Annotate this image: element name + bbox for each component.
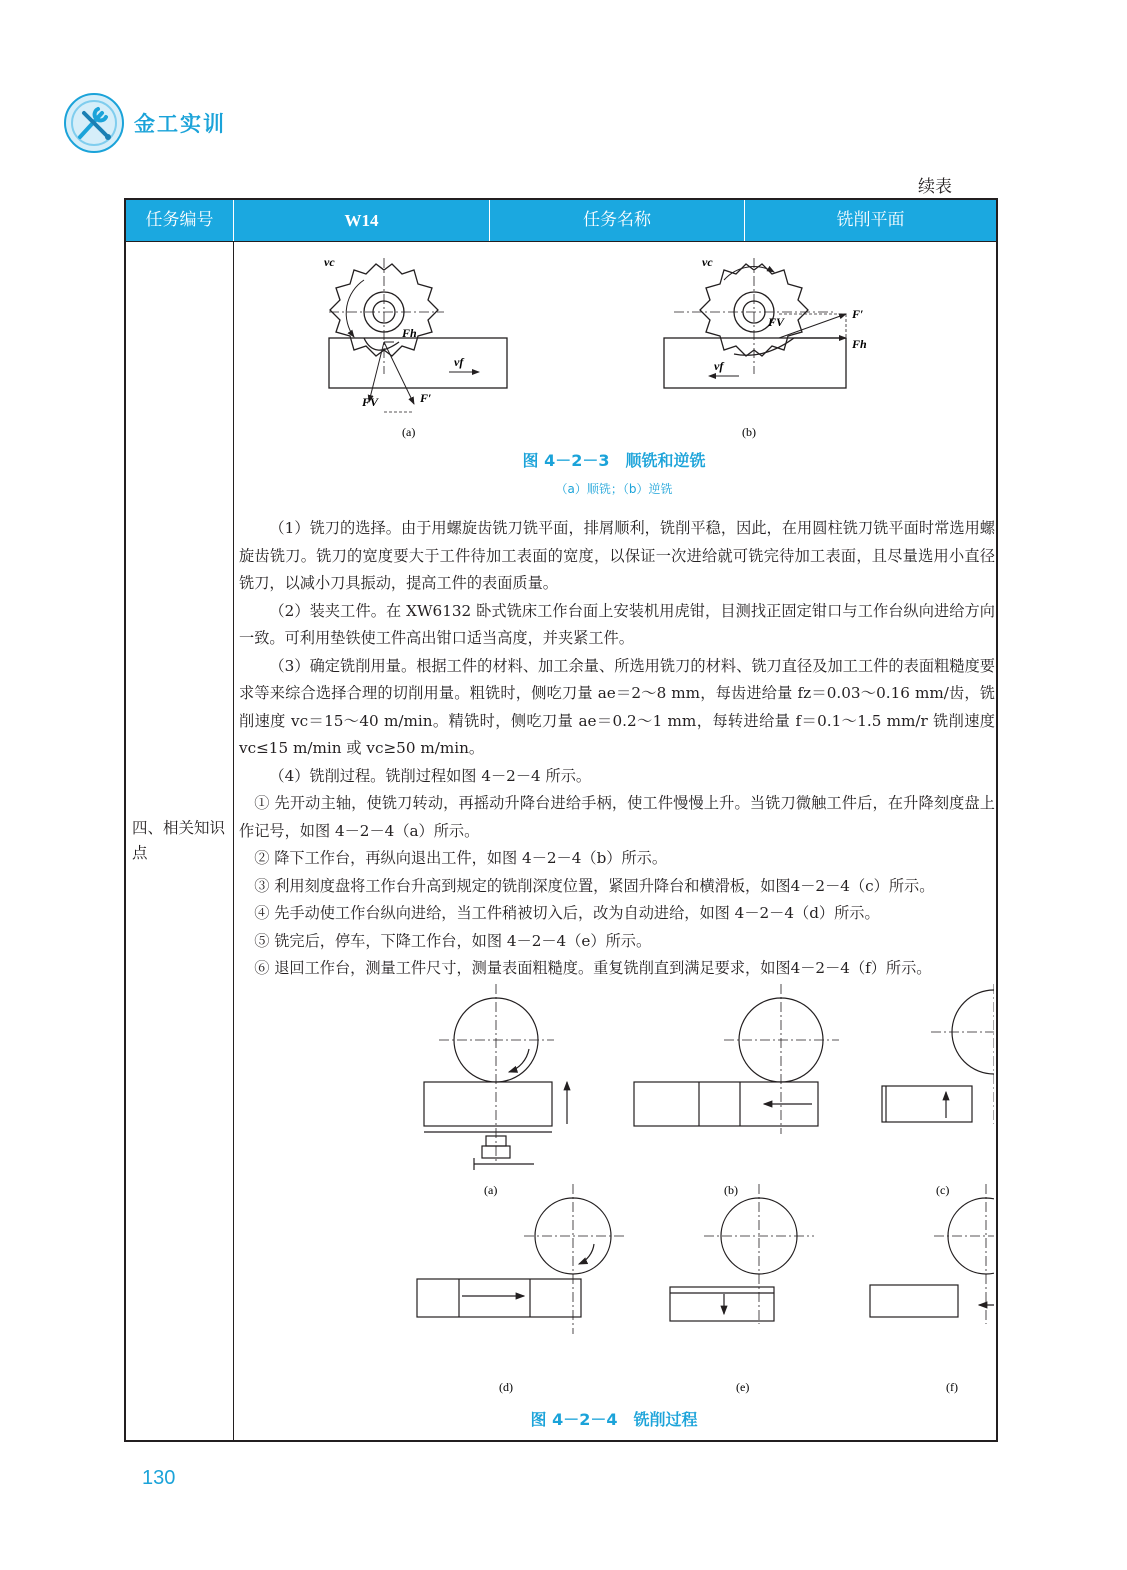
panel-label-424-a: (a) <box>484 1183 498 1197</box>
fv-symbol-b: FV <box>768 315 785 329</box>
panel-e-diagram <box>670 1184 814 1324</box>
page-header <box>62 88 226 158</box>
step-item: ① 先开动主轴，使铣刀转动，再摇动升降台进给手柄，使工件慢慢上升。当铣刀微触工件后，在升降刻度盘上作记号，如图 4－2－4（a）所示。 <box>239 794 995 840</box>
fv-symbol-a: FV <box>362 395 379 409</box>
panel-label-424-c: (c) <box>936 1183 950 1197</box>
panel-b-diagram <box>634 984 839 1134</box>
paragraph: （4）铣削过程。铣削过程如图 4－2－4 所示。 <box>269 766 592 785</box>
table-content <box>234 242 996 1440</box>
panel-d-diagram <box>417 1184 624 1334</box>
step-item: ⑤ 铣完后，停车，下降工作台，如图 4－2－4（e）所示。 <box>254 931 652 950</box>
panel-f-diagram <box>870 1184 994 1324</box>
fprime-symbol-a: F′ <box>420 391 432 405</box>
header-task-name-label: 任务名称 <box>583 210 651 230</box>
page-number: 130 <box>142 1467 176 1489</box>
continued-label: 续表 <box>918 177 952 197</box>
figure-4-2-4 <box>234 984 994 1404</box>
climb-milling-diagram <box>324 255 507 439</box>
up-milling-diagram <box>664 255 867 439</box>
fprime-symbol-b: F′ <box>852 307 864 321</box>
figure-4-2-3 <box>234 242 994 442</box>
step-item: ④ 先手动使工作台纵向进给，当工件稍被切入后，改为自动进给，如图 4－2－4（d）所示。 <box>254 904 880 922</box>
vc-symbol-b: vc <box>702 255 713 269</box>
header-task-code-label: 任务编号 <box>145 210 214 230</box>
panel-label-424-e: (e) <box>736 1380 750 1394</box>
header-task-code-value: W14 <box>344 211 379 230</box>
tools-logo-icon <box>62 91 126 155</box>
fh-symbol-b: Fh <box>852 337 867 351</box>
book-title: 金工实训 <box>134 112 226 136</box>
figure-4-2-3-subcaption: （a）顺铣；（b）逆铣 <box>555 482 673 496</box>
fh-symbol-a: Fh <box>402 326 417 340</box>
paragraph: （3）确定铣削用量。根据工件的材料、加工余量、所选用铣刀的材料、铣刀直径及加工工件的表面粗糙度要求等来综合选择合理的切削用量。粗铣时，侧吃刀量 ae＝2～8 mm，每齿进给量 fz＝0.03～0.16 mm/齿，铣削速度 vc＝15～40 m/min。精铣时，侧吃刀量 ae＝0.2～1 mm，每转进给量 f＝0.1～1.5 mm/r 铣削速度 vc≤15 m/min 或 vc≥50 m/min。 <box>239 656 995 757</box>
step-item: ③ 利用刻度盘将工作台升高到规定的铣削深度位置，紧固升降台和横滑板，如图4－2－4（c）所示。 <box>254 876 935 895</box>
panel-label-a: (a) <box>402 425 416 439</box>
panel-label-424-d: (d) <box>499 1380 513 1394</box>
panel-c-diagram <box>882 984 994 1124</box>
panel-a-diagram <box>424 984 567 1170</box>
panel-label-b: (b) <box>742 425 756 439</box>
task-table <box>124 198 998 1442</box>
paragraph: （1）铣刀的选择。由于用螺旋齿铣刀铣平面，排屑顺利，铣削平稳，因此，在用圆柱铣刀铣平面时常选用螺旋齿铣刀。铣刀的宽度要大于工件待加工表面的宽度，以保证一次进给就可铣完待加工表面，且尽量选用小直径铣刀，以减小刀具振动，提高工件的表面质量。 <box>239 519 995 592</box>
vc-symbol-a: vc <box>324 255 335 269</box>
body-text <box>239 515 995 983</box>
step-item: ⑥ 退回工作台，测量工件尺寸，测量表面粗糙度。重复铣削直到满足要求，如图4－2－4（f）所示。 <box>254 959 932 977</box>
paragraph: （2）装夹工件。在 XW6132 卧式铣床工作台面上安装机用虎钳，目测找正固定钳口与工作台纵向进给方向一致。可利用垫铁使工件高出钳口适当高度，并夹紧工件。 <box>239 601 995 647</box>
figure-4-2-3-caption: 图 4－2－3 顺铣和逆铣 <box>522 451 706 470</box>
vf-symbol-a: vf <box>454 355 464 369</box>
panel-label-424-f: (f) <box>946 1380 958 1394</box>
step-item: ② 降下工作台，再纵向退出工件，如图 4－2－4（b）所示。 <box>254 849 668 867</box>
table-header <box>126 200 996 241</box>
panel-label-424-b: (b) <box>724 1183 738 1197</box>
figure-4-2-4-caption: 图 4－2－4 铣削过程 <box>530 1410 698 1429</box>
section-label: 四、相关知识点 <box>132 819 226 862</box>
vf-symbol-b: vf <box>714 359 724 373</box>
header-task-name-value: 铣削平面 <box>836 210 905 230</box>
